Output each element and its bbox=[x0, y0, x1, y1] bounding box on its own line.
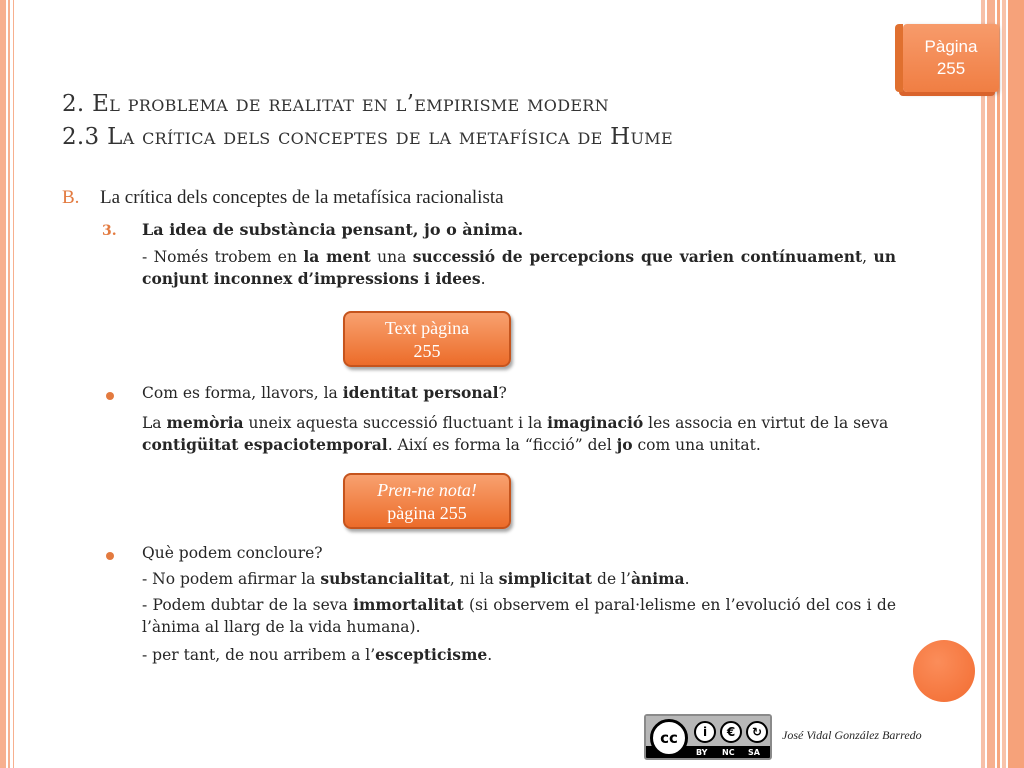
title-line-1: 2. El problema de realitat en l’empirisme modern bbox=[62, 91, 609, 117]
take-note-button-line1: Pren-ne nota! bbox=[377, 480, 477, 500]
license-sa: SA bbox=[748, 748, 760, 757]
license-by: BY bbox=[696, 748, 708, 757]
paragraph-mind: - Només trobem en la ment una successió de percepcions que varien contínuament, un conjunt inconnex d’impressions i idees. bbox=[142, 247, 897, 288]
text-page-button-line1: Text pàgina bbox=[384, 318, 470, 338]
subsection-heading bbox=[102, 220, 523, 239]
creative-commons-badge[interactable] bbox=[644, 714, 772, 760]
decor-circle bbox=[913, 640, 975, 702]
subsection-label: La idea de substància pensant, jo o ànima. bbox=[142, 220, 524, 239]
noncommercial-icon: € bbox=[720, 721, 742, 743]
page-tag-label: Pàgina bbox=[924, 37, 978, 56]
take-note-button-line2: pàgina 255 bbox=[387, 503, 467, 523]
bullet-dot bbox=[106, 392, 114, 400]
title-line-2: 2.3 La crítica dels conceptes de la metafísica de Hume bbox=[62, 124, 673, 150]
sharealike-icon: ↻ bbox=[746, 721, 768, 743]
attribution-icon: i bbox=[694, 721, 716, 743]
paragraph-immortality: - Podem dubtar de la seva immortalitat (si observem el paral·lelisme en l’evolució del cos i de l’ànima al llarg de la vida humana). bbox=[142, 595, 896, 636]
bullet-dot bbox=[106, 552, 114, 560]
page-tag-number: 255 bbox=[936, 59, 966, 78]
slide-title bbox=[62, 88, 922, 154]
bullet-conclude: Què podem concloure? bbox=[142, 544, 323, 562]
paragraph-memory: La memòria uneix aquesta successió fluctuant i la imaginació les associa en virtut de la seva contigüitat espaciotemporal. Així es forma la “ficció” del jo com una unitat. bbox=[142, 413, 889, 454]
take-note-button[interactable] bbox=[343, 473, 511, 529]
page-number-tag bbox=[903, 24, 999, 92]
cc-icon: cc bbox=[650, 719, 688, 757]
subsection-marker: 3. bbox=[102, 223, 117, 239]
section-heading bbox=[62, 184, 504, 212]
left-decor-stripe bbox=[0, 0, 6, 768]
author-credit: José Vidal González Barredo bbox=[782, 728, 922, 742]
left-decor-stripe bbox=[8, 0, 10, 768]
section-marker: B. bbox=[62, 187, 80, 208]
right-decor-stripe bbox=[997, 0, 1000, 768]
left-decor-stripe bbox=[13, 0, 14, 768]
right-decor-stripe bbox=[1008, 0, 1024, 768]
right-decor-stripe bbox=[987, 0, 995, 768]
text-page-button[interactable] bbox=[343, 311, 511, 367]
bullet-identity: Com es forma, llavors, la identitat personal? bbox=[142, 383, 507, 402]
paragraph-skepticism: - per tant, de nou arribem a l’escepticisme. bbox=[142, 645, 493, 664]
section-label: La crítica dels conceptes de la metafísica racionalista bbox=[100, 187, 504, 208]
right-decor-stripe bbox=[981, 0, 985, 768]
paragraph-substantiality: - No podem afirmar la substancialitat, ni la simplicitat de l’ànima. bbox=[142, 569, 690, 588]
text-page-button-line2: 255 bbox=[413, 341, 441, 361]
license-nc: NC bbox=[722, 748, 735, 757]
right-decor-stripe bbox=[1002, 0, 1006, 768]
